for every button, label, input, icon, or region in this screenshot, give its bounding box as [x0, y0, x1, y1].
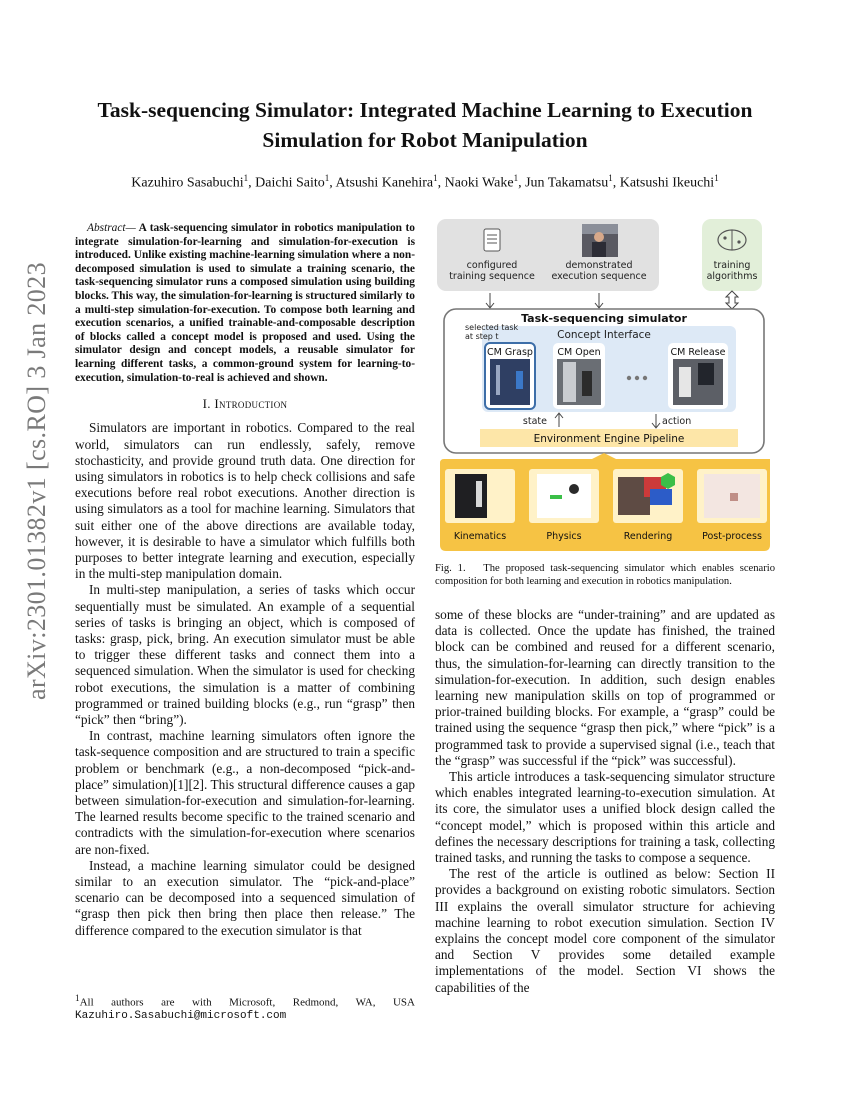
stage-label-kinematics: Kinematics	[453, 531, 507, 542]
author: Jun Takamatsu	[525, 175, 609, 191]
stage-label-post-process: Post-process	[702, 531, 762, 542]
author: Katsushi Ikeuchi	[619, 175, 715, 191]
author-list: Kazuhiro Sasabuchi$^1$, Daichi Saito$^1$, Atsushi Kanehira$^1$, Naoki Wake$^1$, Jun Takamatsu$^1$, Katsushi Ikeuchi$^1$	[131, 173, 719, 191]
figure-caption	[435, 563, 775, 588]
figure-1	[432, 215, 778, 557]
paragraph: The rest of the article is outlined as below: Section II provides a background on existing robotic simulators. Section III explains the overall simulator structure for achieving machine learning to robot execution simulation. Section IV explains the concept model core component of the simulator and Section V provides some detailed example implementations of the model. Section VI shows the capabilities of the	[435, 866, 775, 995]
concept-interface-label: Concept Interface	[557, 329, 651, 341]
abstract-label: Abstract	[87, 222, 126, 234]
down-arrow-icon	[486, 293, 494, 308]
author: Kazuhiro Sasabuchi	[131, 175, 244, 191]
action-label: action	[662, 416, 692, 427]
paragraph: Simulators are important in robotics. Compared to the real world, simulators can run endlessly, safely, remove stochasticity, and provide ground truth data. One direction for using simulators in robotics is to help check collisions and safe executions before real robot executions. Another direction is using simulators as a tool for machine learning. Simulators that suit either one of the above directions are available today, however, it is desirable to have a simulator which fulfills both purposes to better integrate learning and execution, especially in the multi-step manipulation domain.	[75, 420, 415, 582]
simulator-title: Task-sequencing simulator	[521, 312, 687, 325]
physics-image	[537, 474, 591, 518]
stage-label-physics: Physics	[546, 531, 582, 542]
kinematics-image	[455, 474, 487, 518]
paragraph: In multi-step manipulation, a series of tasks which occur sequentially must be simulated. An example of a sequential series of tasks is bringing an object, which is composed of tasks: grasp, pick, bring. An execution simulator must be able to trigger these different tasks and connect them into a sequenced simulation. When the simulator is used for checking robot executions, the simulation is a matter of combining programmed or trained building blocks (e.g., run “grasp” then “pick” then “bring”).	[75, 582, 415, 727]
footnote	[75, 992, 415, 1023]
left-column	[75, 222, 415, 939]
abstract: Abstract— A task-sequencing simulator in robotics manipulation to integrate simulation-for-learning and simulation-for-execution is introduced. Unlike existing machine-learning simulation where a non-decomposed simulation is used to simulate a training scenario, the task-sequencing simulator runs a composed simulation using building blocks. This way, the simulation-for-learning is structured similarly to a multi-step simulation-for-execution. To compose both learning and execution scenarios, a unified trainable-and-composable description of blocks called a concept model is proposed and used. Using the simulator design and concept models, a reusable simulator for learning different tasks, a common-ground system for learning-to-execution, simulation-to-real is achieved and shown.	[75, 222, 415, 384]
footnote-text: All authors are with Microsoft, Redmond, WA, USA	[79, 996, 415, 1009]
cm-grasp-label: CM Grasp	[487, 347, 533, 358]
paragraph: some of these blocks are “under-training” and are updated as data is collected. Once the update has finished, the trained block can be combined and reused for a different scenario, thus, the simulation-for-learning can directly transition to the simulation-for-execution. In addition, such design enables learning new manipulation skills on top of programmed or prior-trained building blocks. For example, a “grasp” could be trained using the sequence “grasp then pick,” where “pick” is a programmed task to provide a supervised signal (i.e., teach that the “grasp” was successful if the “pick” was successful).	[435, 607, 775, 768]
configured-label: configured training sequence	[449, 260, 535, 282]
author: Daichi Saito	[255, 175, 325, 191]
document-icon	[484, 229, 500, 251]
caption-label: Fig. 1.	[435, 563, 466, 574]
stage-label-rendering: Rendering	[623, 531, 673, 542]
caption-text: The proposed task-sequencing simulator which enables scenario composition for both learning and execution in robotics manipulation.	[435, 563, 775, 587]
cm-open-label: CM Open	[557, 347, 601, 358]
cm-release-label: CM Release	[670, 347, 726, 358]
ellipsis-dot	[627, 376, 631, 380]
paragraph: Instead, a machine learning simulator could be designed similar to an execution simulator. The “pick-and-place” scenario can be decomposed into a sequenced simulation of “grasp then pick then bring then place then release.” The difference compared to the execution simulator is that	[75, 857, 415, 938]
author: Atsushi Kanehira	[335, 175, 434, 191]
bidirectional-arrow-icon	[726, 291, 738, 309]
demonstrated-label: demonstrated execution sequence	[551, 260, 647, 282]
abstract-text: A task-sequencing simulator in robotics manipulation to integrate simulation-for-learning and simulation-for-execution is introduced. Unlike existing machine-learning simulation where a non-decomposed simulation is used to simulate a training scenario, the task-sequencing simulator runs a composed simulation using building blocks. This way, the simulation-for-learning is structured similarly to a multi-step simulation-for-execution. To compose both learning and execution scenarios, a unified trainable-and-composable description of blocks called a concept model is proposed and used. Using the simulator design and concept models, a reusable simulator for learning different tasks, a common-ground system for learning-to-execution, simulation-to-real is achieved and shown.	[75, 222, 415, 384]
ellipsis-dot	[635, 376, 639, 380]
footnote-email: Kazuhiro.Sasabuchi@microsoft.com	[75, 1009, 287, 1022]
right-column	[435, 607, 775, 996]
paragraph: This article introduces a task-sequencing simulator structure which enables integrated learning-to-execution simulation. At its core, the simulator uses a unified block design called the “concept model,” which is proposed within this article and defines the necessary descriptions for training a task, collecting trained tasks, and running the tasks to compose a sequence.	[435, 769, 775, 866]
paper-title: Task-sequencing Simulator: Integrated Machine Learning to Execution Simulation for Robot Manipulation	[97, 98, 753, 152]
author: Naoki Wake	[444, 175, 514, 191]
person-photo	[582, 224, 618, 257]
arxiv-identifier: arXiv:2301.01382v1 [cs.RO] 3 Jan 2023	[22, 262, 51, 700]
state-label: state	[522, 416, 547, 427]
selected-task-label: selected task at step t	[465, 323, 519, 342]
footnote-mark: 1	[75, 993, 80, 1003]
ellipsis-dot	[643, 376, 647, 380]
down-arrow-icon	[595, 293, 603, 308]
engine-pipeline-label: Environment Engine Pipeline	[533, 433, 685, 445]
paragraph: In contrast, machine learning simulators often ignore the task-sequence composition and are structured to train a specific problem or benchmark (e.g., a non-decomposed “pick-and-place” simulation)[1][2]. This structural difference causes a gap between simulation-for-execution and simulation-for-learning. The learned results become specific to the trained scenario and contradicts with the simulation-for-execution where scenarios are non-fixed.	[75, 728, 415, 857]
training-label: training algorithms	[706, 260, 758, 282]
section-heading: I. Introduction	[202, 396, 288, 412]
